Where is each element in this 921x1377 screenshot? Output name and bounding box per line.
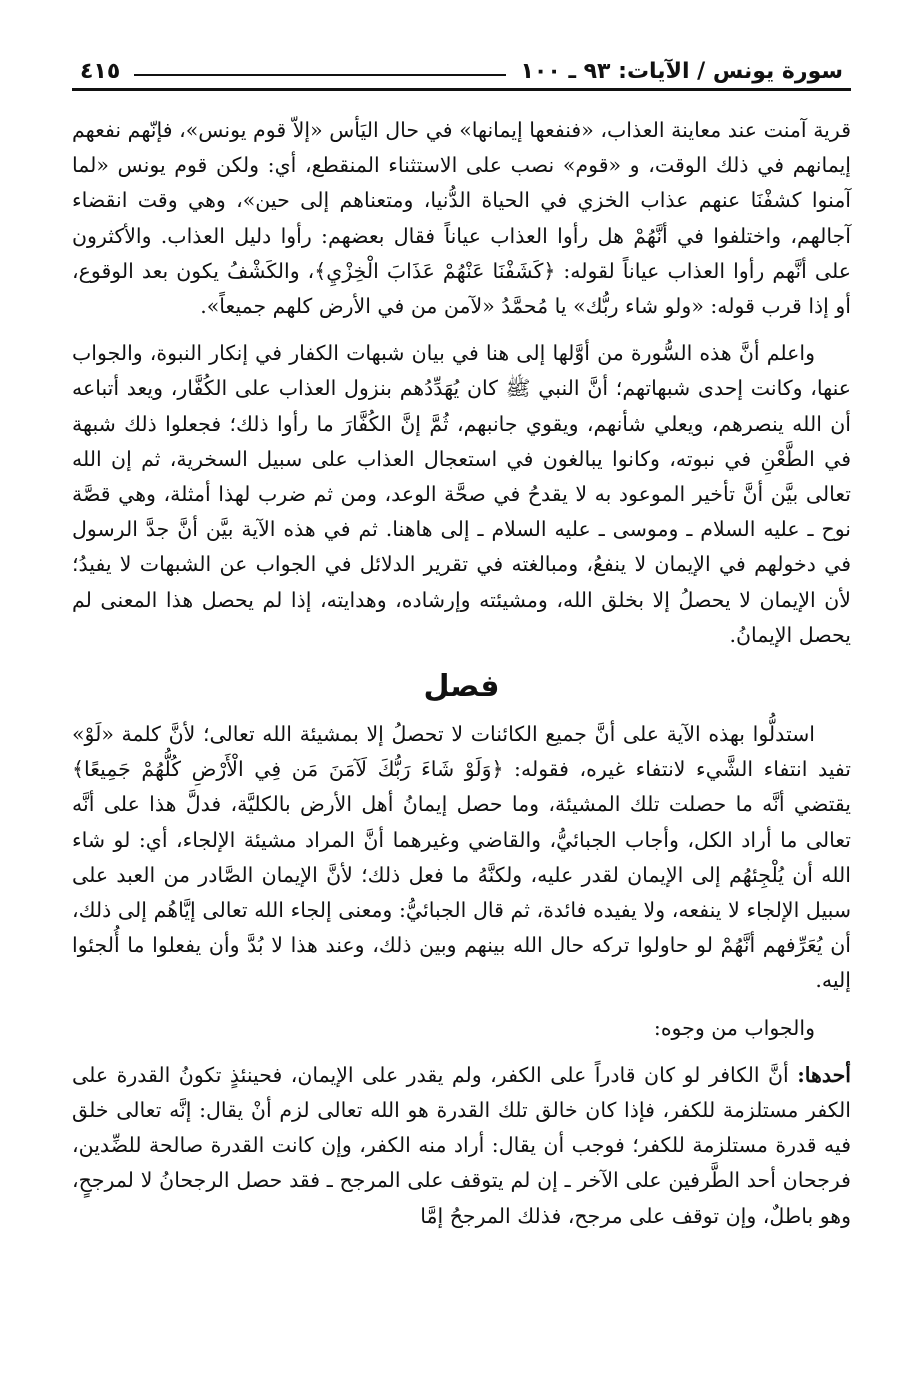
paragraph-1: قرية آمنت عند معاينة العذاب، «فنفعها إيمانها» في حال اليَأس «إلاّ قوم يونس»، فإنّهم نفعهم إيمانهم في ذلك الوقت، و «قوم» نصب على الاستثناء المنقطع، أي: ولكن قوم يونس «لما آمنوا كشفْنَا عنهم عذاب الخزي في الحياة الدُّنيا، ومتعناهم إلى حين»، وهي وقت انقضاء آجالهم، واختلفوا في أنَّهُمْ هل رأوا العذاب عياناً فقال بعضهم: رأوا دليل العذاب. والأكثرون على أنَّهم رأوا العذاب عياناً لقوله: ﴿كَشَفْنَا عَنْهُمْ عَذَابَ الْخِزْيِ﴾، والكَشْفُ يكون بعد الوقوع، أو إذا قرب قوله: «ولو شاء ربُّك» يا مُحمَّدُ «لآمن من في الأرض كلهم جميعاً». (72, 118, 851, 319)
page-number: ٤١٥ (80, 59, 121, 84)
final-paragraph-text: أنَّ الكافر لو كان قادراً على الكفر، ولم يقدر على الإيمان، فحينئذٍ تكونُ القدرة على الكفر مستلزمة للكفر، فإذا كان خالق تلك القدرة هو الله تعالى لزم أنْ يقال: إنَّه تعالى خلق فيه قدرة مستلزمة للكفر؛ فوجب أن يقال: أراد منه الكفر، وإن كانت القدرة صالحة للضِّدين، فرجحان أحد الطَّرفين على الآخر ـ إن لم يتوقف على المرجح ـ فقد حصل الرجحانُ لا لمرجحٍ، وهو باطلٌ، وإن توقف على مرجح، فذلك المرجحُ إمَّا (72, 1062, 851, 1228)
section-paragraph-1: استدلُّوا بهذه الآية على أنَّ جميع الكائنات لا تحصلُ إلا بمشيئة الله تعالى؛ لأنَّ كلمة «لَوْ» تفيد انتفاء الشَّيء لانتفاء غيره، فقوله: ﴿وَلَوْ شَاءَ رَبُّكَ لَآمَنَ مَن فِي الْأَرْضِ كُلُّهُمْ جَمِيعًا﴾ يقتضي أنَّه ما حصلت تلك المشيئة، وما حصل إيمانُ أهل الأرض بالكليَّة، فدلَّ هذا على أنَّه تعالى ما أراد الكل، وأجاب الجبائيُّ، والقاضي وغيرهما أنَّ المراد مشيئة الإلجاء، أي: لو شاء الله أن يُلْجِئهُم إلى الإيمان لقدر عليه، ولكنَّهُ ما فعل ذلك؛ لأنَّ الإيمان الصَّادر من العبد على سبيل الإلجاء لا ينفعه، ولا يفيده فائدة، ثم قال الجبائيُّ: ومعنى إلجاء الله تعالى إيَّاهُم إلى ذلك، أن يُعَرِّفهم أنَّهُمْ لو حاولوا تركه حال الله بينهم وبين ذلك، وعند هذا لا بُدَّ وأن يفعلوا ما أُلجئوا إليه. (72, 722, 851, 993)
header-title: سورة يونس / الآيات: ٩٣ ـ ١٠٠ (520, 59, 843, 84)
paragraph-2: واعلم أنَّ هذه السُّورة من أوَّلها إلى هنا في بيان شبهات الكفار في إنكار النبوة، والجواب عنها، وكانت إحدى شبهاتهم؛ أنَّ النبي ﷺ كان يُهَدِّدُهم بنزول العذاب على الكُفَّار، ويعد أتباعه أن الله ينصرهم، ويعلي شأنهم، ويقوي جانبهم، ثُمَّ إنَّ الكُفَّارَ ما رأوا ذلك؛ فجعلوا ذلك شبهة في الطَّعْنِ في نبوته، وكانوا يبالغون في استعجال العذاب على سبيل السخرية، ثم إن الله تعالى بيَّن أنَّ تأخير الموعود به لا يقدحُ في صحَّة الوعد، ومن ثم ضرب لهذا أمثلة، وهي قصَّة نوح ـ عليه السلام ـ وموسى ـ عليه السلام ـ إلى هاهنا. ثم في هذه الآية بيَّن أنَّ جدَّ الرسول في دخولهم في الإيمان لا ينفعُ، ومبالغته في تقرير الدلائل في الجواب عن الشبهات لا يفيدُ؛ لأن الإيمان لا يحصلُ إلا بخلق الله، ومشيئته وإرشاده، وهدايته، إذا لم يحصل هذا المعنى لم يحصل الإيمانُ. (72, 341, 851, 647)
running-header (72, 40, 851, 91)
final-paragraph-lead: أحدها: (797, 1062, 851, 1087)
section-heading: فصل (423, 669, 500, 705)
final-paragraph (72, 1058, 851, 1234)
header-rule (134, 74, 506, 76)
page-body (72, 113, 851, 1234)
section-paragraph-2: والجواب من وجوه: (653, 1015, 815, 1040)
